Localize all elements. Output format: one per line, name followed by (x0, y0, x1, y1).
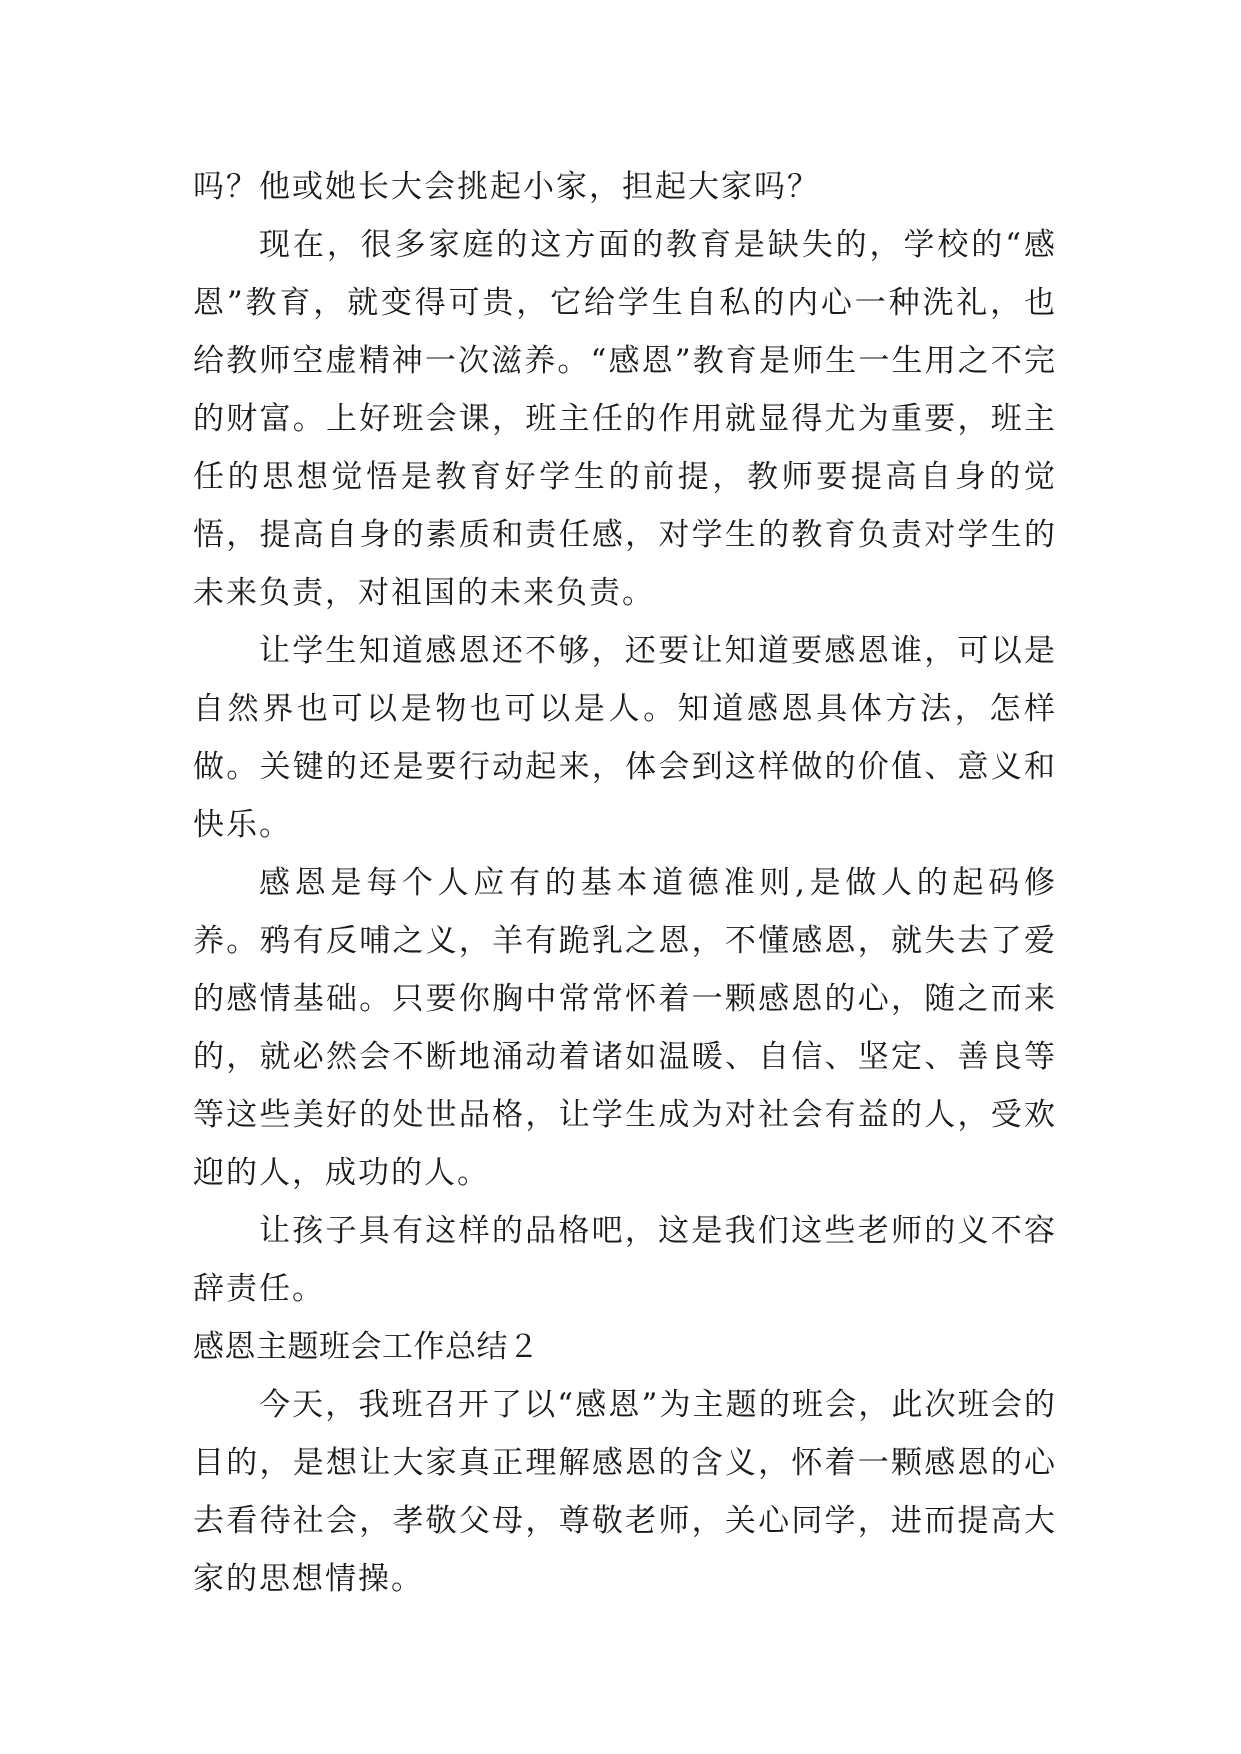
section-heading: 感恩主题班会工作总结２ (193, 1329, 540, 1365)
paragraph: 感恩是每个人应有的基本道德准则,是做人的起码修养。鸦有反哺之义，羊有跪乳之恩，不懂感恩，就失去了爱的感情基础。只要你胸中常常怀着一颗感恩的心，随之而来的，就必然会不断地涌动着诸如温暖、自信、坚定、善良等等这些美好的处世品格，让学生成为对社会有益的人，受欢迎的人，成功的人。 (193, 865, 1057, 1191)
paragraph: 让学生知道感恩还不够，还要让知道要感恩谁，可以是自然界也可以是物也可以是人。知道感恩具体方法，怎样做。关键的还是要行动起来，体会到这样做的价值、意义和快乐。 (193, 633, 1057, 843)
paragraph: 现在，很多家庭的这方面的教育是缺失的，学校的“感恩”教育，就变得可贵，它给学生自私的内心一种洗礼，也给教师空虚精神一次滋养。“感恩”教育是师生一生用之不完的财富。上好班会课，班主任的作用就显得尤为重要，班主任的思想觉悟是教育好学生的前提，教师要提高自身的觉悟，提高自身的素质和责任感，对学生的教育负责对学生的未来负责，对祖国的未来负责。 (193, 227, 1057, 611)
paragraph: 让孩子具有这样的品格吧，这是我们这些老师的义不容辞责任。 (193, 1213, 1057, 1307)
paragraph: 今天，我班召开了以“感恩”为主题的班会，此次班会的目的，是想让大家真正理解感恩的含义，怀着一颗感恩的心去看待社会，孝敬父母，尊敬老师，关心同学，进而提高大家的思想情操。 (193, 1387, 1057, 1597)
document-body (193, 158, 1057, 1608)
paragraph-continuation: 吗？他或她长大会挑起小家，担起大家吗？ (193, 169, 820, 205)
